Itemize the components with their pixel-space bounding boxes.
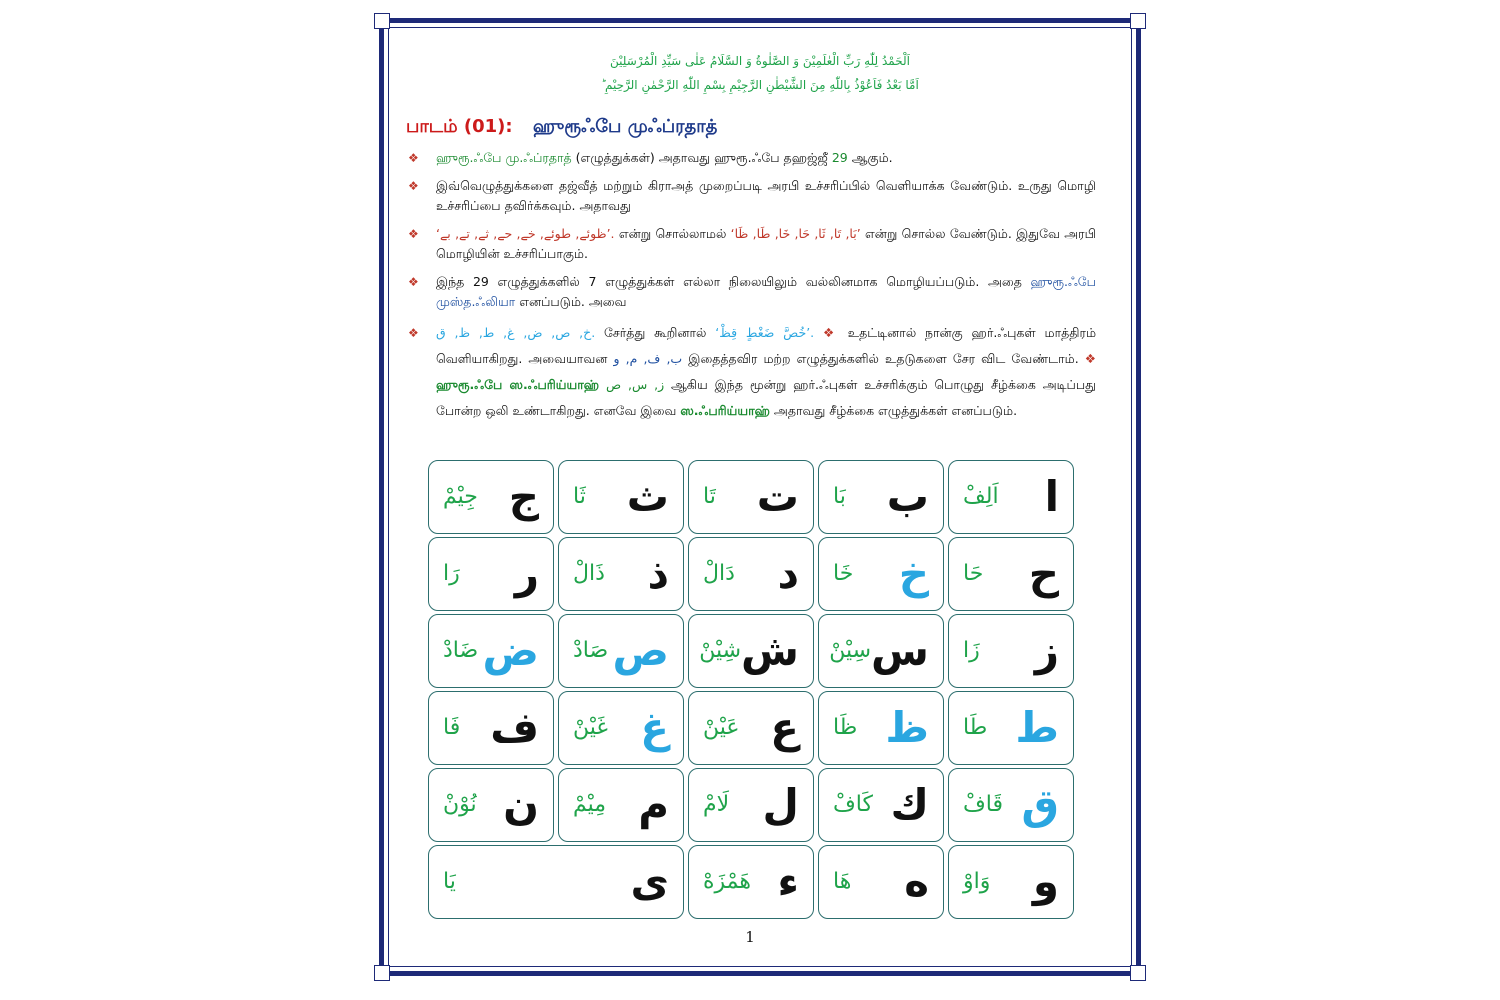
arabic-letter: ن xyxy=(503,780,539,829)
arabic-letter: س xyxy=(871,626,929,675)
letter-name: حَا xyxy=(963,561,984,586)
letter-name: قَافْ xyxy=(963,792,1004,817)
note-text: இதைத்தவிர மற்ற எழுத்துக்களில் உதடுகளை சேர விட வேண்டாம். xyxy=(682,351,1085,366)
term-safiriyah: ஹுரூ.ஃபே ஸ.ஃபரிய்யாஹ் xyxy=(436,377,600,392)
arabic-letter: ج xyxy=(508,472,539,521)
letter-name: فَا xyxy=(443,715,461,740)
letter-card xyxy=(948,460,1074,534)
letter-name: ظَا xyxy=(833,715,858,740)
arabic-letter: ط xyxy=(1015,703,1059,752)
arabic-pronunciation: ‘بَا, تَا, ثَا, حَا, خَا, طَا, ظَا’ xyxy=(730,226,861,241)
note-text: இந்த 29 எழுத்துக்களில் 7 எழுத்துக்கள் எல்லா நிலையிலும் வல்லினமாக மொழியப்படும். அதை xyxy=(436,274,1031,289)
lesson-notes xyxy=(406,148,1096,432)
letter-card xyxy=(428,691,554,765)
arabic-letter: ف xyxy=(490,703,539,752)
letter-name: ذَالْ xyxy=(573,561,605,586)
lesson-label: பாடம் (01): xyxy=(406,116,513,137)
diamond-bullet-icon: ❖ xyxy=(408,227,419,241)
letter-card xyxy=(688,614,814,688)
note-item xyxy=(406,320,1096,424)
letter-name: كَافْ xyxy=(833,792,873,817)
letter-card xyxy=(688,691,814,765)
letter-name: بَا xyxy=(833,484,846,509)
heavy-letters: خ, ص, ض, غ, ط, ظ, ق. xyxy=(436,325,596,340)
diamond-bullet-icon: ❖ xyxy=(408,275,419,289)
note-text: என்று சொல்லாமல் xyxy=(614,226,731,241)
arabic-letter: م xyxy=(638,780,669,829)
lesson-heading xyxy=(406,116,717,139)
letter-name: وَاوْ xyxy=(963,869,991,894)
note-item xyxy=(406,176,1096,216)
letter-name: تَا xyxy=(703,484,716,509)
letter-name: هَا xyxy=(833,869,852,894)
letter-card xyxy=(948,614,1074,688)
letter-name: رَا xyxy=(443,561,460,586)
note-text: உதட்டினால் நான்கு ஹர்.ஃபுகள் மாத்திரம் வெளியாகிறது. அவையாவன xyxy=(436,325,1096,366)
whistling-letters: ز, س, ص xyxy=(599,377,671,392)
letter-card xyxy=(428,845,684,919)
diamond-bullet-icon: ❖ xyxy=(1084,351,1096,366)
letter-card xyxy=(948,537,1074,611)
letter-name: لَامْ xyxy=(703,792,730,817)
arabic-letter: ت xyxy=(756,472,799,521)
letter-name: يَا xyxy=(443,869,456,894)
letter-name: سِيْنْ xyxy=(829,638,872,663)
letter-card xyxy=(428,537,554,611)
letter-card xyxy=(818,537,944,611)
letter-name: خَا xyxy=(833,561,854,586)
arabic-letter: د xyxy=(777,549,799,598)
term-safiriyah-short: ஸ.ஃபரிய்யாஹ் xyxy=(680,403,770,418)
letter-count: 29 xyxy=(831,150,848,165)
alphabet-grid xyxy=(428,460,1076,922)
arabic-letter: ذ xyxy=(647,549,669,598)
note-item xyxy=(406,224,1096,264)
note-text: இவ்வெழுத்துக்களை தஜ்வீத் மற்றும் கிராஅத் முறைப்படி அரபி உச்சரிப்பில் வெளியாக்க வேண்டும். உருது மொழி உச்சரிப்பை தவிர்க்கவும். அதாவது xyxy=(436,178,1096,213)
corner-ornament xyxy=(374,965,390,981)
letter-card xyxy=(558,537,684,611)
diamond-bullet-icon: ❖ xyxy=(408,151,419,165)
arabic-letter: ع xyxy=(770,703,799,752)
arabic-letter: و xyxy=(1032,857,1059,906)
letter-name: عَيْنْ xyxy=(703,715,740,740)
arabic-letter: ل xyxy=(762,780,799,829)
letter-card xyxy=(818,614,944,688)
arabic-letter: ظ xyxy=(885,703,929,752)
letter-card xyxy=(818,768,944,842)
term-huroofe-mufradat: ஹுரூ.ஃபே மு.ஃப்ரதாத் xyxy=(436,150,572,165)
heavy-letters-phrase: ‘خُصَّ ضَغْطٍ قِظْ’. xyxy=(715,325,815,340)
diamond-bullet-icon: ❖ xyxy=(814,325,839,340)
opening-invocation-line1: اَلْحَمْدُ لِلّٰهِ رَبِّ الْعٰلَمِيْنَ وَ الصَّلٰوةُ وَ السَّلَامُ عَلٰى سَيِّدِ الْمُرْسَلِيْنَ xyxy=(610,54,910,68)
letter-name: اَلِفْ xyxy=(963,484,999,509)
letter-name: ثَا xyxy=(573,484,586,509)
letter-card xyxy=(818,691,944,765)
letter-card xyxy=(558,614,684,688)
arabic-letter: ب xyxy=(886,472,929,521)
letter-card xyxy=(428,460,554,534)
letter-card xyxy=(948,691,1074,765)
arabic-letter: غ xyxy=(640,703,669,752)
corner-ornament xyxy=(1130,965,1146,981)
arabic-letter: ق xyxy=(1021,780,1059,829)
letter-card xyxy=(818,460,944,534)
note-item xyxy=(406,272,1096,312)
arabic-letter: ز xyxy=(1034,626,1059,675)
letter-card xyxy=(428,614,554,688)
arabic-letter: ء xyxy=(777,857,799,906)
note-text: எனப்படும். அவை xyxy=(515,294,627,309)
letter-name: غَيْنْ xyxy=(573,715,608,740)
term-mustaliya: ஹுரூ.ஃபே முஸ்த.ஃலியா xyxy=(436,274,1096,309)
diamond-bullet-icon: ❖ xyxy=(408,326,419,340)
arabic-letter: ش xyxy=(741,626,799,675)
letter-card xyxy=(688,460,814,534)
letter-name: جِيْمْ xyxy=(443,484,478,509)
arabic-letter: ث xyxy=(626,472,669,521)
letter-card xyxy=(688,537,814,611)
lesson-title: ஹுரூஃபே முஃப்ரதாத் xyxy=(532,116,718,137)
letter-name: مِيْمْ xyxy=(573,792,607,817)
letter-card xyxy=(688,845,814,919)
arabic-letter: ض xyxy=(482,626,539,675)
corner-ornament xyxy=(1130,13,1146,29)
letter-card xyxy=(688,768,814,842)
page-number: 1 xyxy=(745,928,755,946)
note-text: (எழுத்துக்கள்) அதாவது ஹுரூ.ஃபே தஹஜ்ஜீ xyxy=(571,150,832,165)
letter-card xyxy=(818,845,944,919)
letter-card xyxy=(558,768,684,842)
note-text: ஆகும். xyxy=(847,150,893,165)
letter-card xyxy=(558,691,684,765)
corner-ornament xyxy=(374,13,390,29)
arabic-letter: ا xyxy=(1044,472,1059,521)
letter-name: نُوْنْ xyxy=(443,792,477,817)
letter-name: صَادْ xyxy=(573,638,609,663)
diamond-bullet-icon: ❖ xyxy=(408,179,419,193)
letter-name: زَا xyxy=(963,638,980,663)
arabic-letter: ر xyxy=(514,549,539,598)
letter-card xyxy=(428,768,554,842)
letter-card xyxy=(558,460,684,534)
urdu-pronunciation: ‘ظوئے, طوئے, خے, حے, ثے, تے, بے’. xyxy=(436,226,615,241)
arabic-letter: ى xyxy=(630,857,669,906)
arabic-letter: ك xyxy=(890,780,929,829)
letter-name: دَالْ xyxy=(703,561,735,586)
letter-name: شِيْنْ xyxy=(699,638,742,663)
letter-name: هَمْزَهْ xyxy=(703,869,751,894)
letter-card xyxy=(948,768,1074,842)
opening-invocation-line2: اَمَّا بَعْدُ فَاَعُوْذُ بِاللّٰهِ مِنَ الشَّيْطٰنِ الرَّجِيْمِ بِسْمِ اللّٰهِ الرَّحْمٰنِ الرَّحِيْمِ ؕ xyxy=(601,78,919,92)
lip-letters: ب, ف, م, و xyxy=(613,351,683,366)
arabic-letter: خ xyxy=(898,549,929,598)
letter-name: ضَادْ xyxy=(443,638,479,663)
note-item xyxy=(406,148,1096,168)
note-text: சேர்த்து கூறினால் xyxy=(595,325,716,340)
note-text: ஆகிய இந்த மூன்று ஹர்.ஃபுகள் உச்சரிக்கும் பொழுது சீழ்க்கை அடிப்பது போன்ற ஒலி உண்டாகிறது. எனவே இவை xyxy=(436,377,1096,418)
arabic-letter: ص xyxy=(612,626,669,675)
letter-card xyxy=(948,845,1074,919)
arabic-letter: ه xyxy=(904,857,929,906)
letter-name: طَا xyxy=(963,715,988,740)
note-text: என்று சொல்ல வேண்டும். இதுவே அரபி மொழியின் உச்சரிப்பாகும். xyxy=(436,226,1096,261)
arabic-letter: ح xyxy=(1028,549,1059,598)
note-text: அதாவது சீழ்க்கை எழுத்துக்கள் எனப்படும். xyxy=(769,403,1018,418)
